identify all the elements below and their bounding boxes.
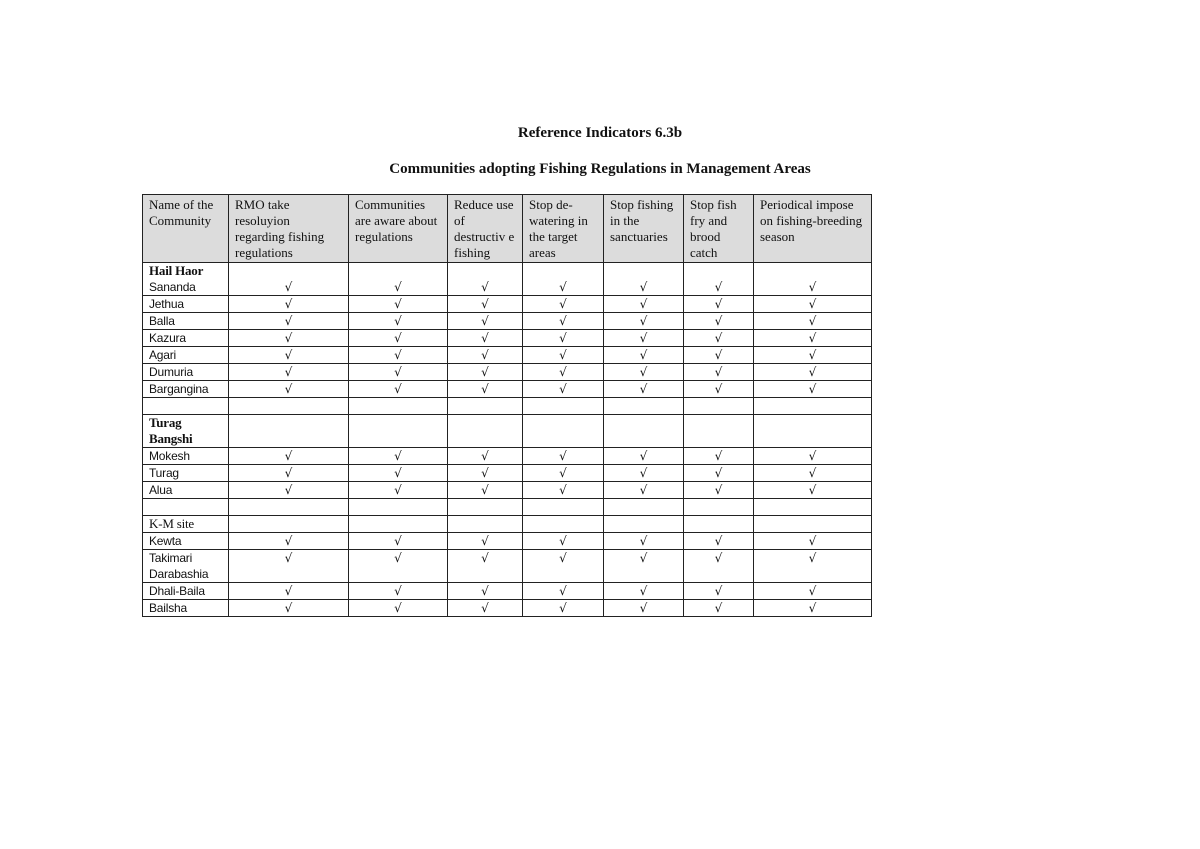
check-cell: √ <box>448 296 523 313</box>
empty-cell <box>684 415 754 448</box>
check-cell: √ <box>349 263 448 296</box>
check-cell: √ <box>754 347 872 364</box>
check-cell: √ <box>604 330 684 347</box>
empty-cell <box>349 516 448 533</box>
community-name: Jethua <box>143 296 229 313</box>
check-cell: √ <box>229 533 349 550</box>
empty-cell <box>229 499 349 516</box>
check-cell: √ <box>604 600 684 617</box>
empty-cell <box>523 398 604 415</box>
check-cell: √ <box>684 533 754 550</box>
community-name: Kewta <box>143 533 229 550</box>
community-name: Dumuria <box>143 364 229 381</box>
check-cell: √ <box>604 583 684 600</box>
table-row <box>143 583 872 600</box>
check-cell: √ <box>684 600 754 617</box>
check-cell: √ <box>754 482 872 499</box>
section-label: Hail Haor <box>149 263 204 278</box>
community-name: Sananda <box>149 280 196 294</box>
table-header-row <box>143 195 872 263</box>
check-cell: √ <box>684 583 754 600</box>
check-cell: √ <box>523 533 604 550</box>
check-cell: √ <box>684 330 754 347</box>
check-cell: √ <box>448 600 523 617</box>
check-cell: √ <box>754 465 872 482</box>
empty-cell <box>229 415 349 448</box>
community-name: Mokesh <box>143 448 229 465</box>
section-label: K-M site <box>149 516 194 531</box>
check-cell: √ <box>523 263 604 296</box>
check-cell: √ <box>448 381 523 398</box>
table-row <box>143 330 872 347</box>
section-name <box>143 415 229 448</box>
check-cell: √ <box>604 482 684 499</box>
table-row <box>143 296 872 313</box>
header-stop-fishing-sanctuaries: Stop fishing in the sanctuaries <box>604 195 684 263</box>
empty-cell <box>448 415 523 448</box>
check-cell: √ <box>684 448 754 465</box>
check-cell: √ <box>604 347 684 364</box>
empty-cell <box>229 398 349 415</box>
section-label: Turag Bangshi <box>149 415 193 446</box>
check-cell: √ <box>604 465 684 482</box>
check-cell: √ <box>604 296 684 313</box>
check-cell: √ <box>754 583 872 600</box>
check-cell: √ <box>684 347 754 364</box>
check-cell: √ <box>604 448 684 465</box>
table-row <box>143 550 872 583</box>
empty-cell <box>349 398 448 415</box>
table-row <box>143 381 872 398</box>
community-name: Turag <box>143 465 229 482</box>
check-cell: √ <box>684 465 754 482</box>
check-cell: √ <box>604 263 684 296</box>
check-cell: √ <box>349 448 448 465</box>
spacer-row <box>143 398 872 415</box>
empty-cell <box>754 516 872 533</box>
check-cell: √ <box>523 465 604 482</box>
check-cell: √ <box>684 381 754 398</box>
header-communities-aware: Communities are aware about regulations <box>349 195 448 263</box>
empty-cell <box>523 516 604 533</box>
check-cell: √ <box>523 482 604 499</box>
check-cell: √ <box>523 381 604 398</box>
check-cell: √ <box>523 600 604 617</box>
table-row <box>143 533 872 550</box>
empty-cell <box>143 499 229 516</box>
empty-cell <box>349 499 448 516</box>
empty-cell <box>604 499 684 516</box>
header-periodical-impose: Periodical impose on fishing-breeding season <box>754 195 872 263</box>
section-row <box>143 516 872 533</box>
check-cell: √ <box>684 296 754 313</box>
check-cell: √ <box>448 482 523 499</box>
check-cell: √ <box>229 364 349 381</box>
check-cell: √ <box>229 600 349 617</box>
check-cell: √ <box>349 330 448 347</box>
community-name: Balla <box>143 313 229 330</box>
check-cell: √ <box>754 550 872 583</box>
empty-cell <box>523 415 604 448</box>
section-row <box>143 263 872 296</box>
table-row <box>143 347 872 364</box>
table-body <box>143 263 872 617</box>
header-stop-dewatering: Stop de-watering in the target areas <box>523 195 604 263</box>
table-row <box>143 313 872 330</box>
check-cell: √ <box>448 313 523 330</box>
table-row <box>143 600 872 617</box>
check-cell: √ <box>684 313 754 330</box>
community-name: Takimari Darabashia <box>143 550 229 583</box>
check-cell: √ <box>229 263 349 296</box>
check-cell: √ <box>229 583 349 600</box>
table-row <box>143 364 872 381</box>
check-cell: √ <box>754 364 872 381</box>
check-cell: √ <box>349 533 448 550</box>
empty-cell <box>684 398 754 415</box>
indicators-table <box>142 194 872 617</box>
empty-cell <box>448 499 523 516</box>
header-stop-fry-catch: Stop fish fry and brood catch <box>684 195 754 263</box>
check-cell: √ <box>448 533 523 550</box>
community-name: Agari <box>143 347 229 364</box>
check-cell: √ <box>229 381 349 398</box>
empty-cell <box>684 516 754 533</box>
check-cell: √ <box>448 465 523 482</box>
check-cell: √ <box>229 482 349 499</box>
check-cell: √ <box>349 313 448 330</box>
check-cell: √ <box>229 347 349 364</box>
check-cell: √ <box>523 448 604 465</box>
check-cell: √ <box>349 550 448 583</box>
check-cell: √ <box>229 448 349 465</box>
check-cell: √ <box>349 296 448 313</box>
check-cell: √ <box>229 550 349 583</box>
check-cell: √ <box>349 381 448 398</box>
empty-cell <box>448 398 523 415</box>
check-cell: √ <box>349 482 448 499</box>
empty-cell <box>684 499 754 516</box>
empty-cell <box>754 398 872 415</box>
spacer-row <box>143 499 872 516</box>
check-cell: √ <box>523 313 604 330</box>
section-name <box>143 263 229 296</box>
check-cell: √ <box>754 296 872 313</box>
table-row <box>143 482 872 499</box>
check-cell: √ <box>229 330 349 347</box>
check-cell: √ <box>448 583 523 600</box>
check-cell: √ <box>684 364 754 381</box>
empty-cell <box>523 499 604 516</box>
check-cell: √ <box>349 583 448 600</box>
community-name: Bailsha <box>143 600 229 617</box>
section-name <box>143 516 229 533</box>
empty-cell <box>604 398 684 415</box>
community-name: Dhali-Baila <box>143 583 229 600</box>
table-row <box>143 465 872 482</box>
check-cell: √ <box>448 448 523 465</box>
check-cell: √ <box>754 600 872 617</box>
check-cell: √ <box>684 550 754 583</box>
page-title: Reference Indicators 6.3b <box>517 125 683 141</box>
check-cell: √ <box>523 550 604 583</box>
header-reduce-destructive: Reduce use of destructiv e fishing <box>448 195 523 263</box>
empty-cell <box>143 398 229 415</box>
empty-cell <box>229 516 349 533</box>
section-row <box>143 415 872 448</box>
check-cell: √ <box>523 347 604 364</box>
table-row <box>143 448 872 465</box>
check-cell: √ <box>448 347 523 364</box>
check-cell: √ <box>448 263 523 296</box>
check-cell: √ <box>448 364 523 381</box>
check-cell: √ <box>754 313 872 330</box>
community-name: Alua <box>143 482 229 499</box>
check-cell: √ <box>229 296 349 313</box>
check-cell: √ <box>754 381 872 398</box>
header-rmo-resolution: RMO take resoluyion regarding fishing regulations <box>229 195 349 263</box>
check-cell: √ <box>448 330 523 347</box>
check-cell: √ <box>349 347 448 364</box>
check-cell: √ <box>684 263 754 296</box>
empty-cell <box>604 415 684 448</box>
empty-cell <box>448 516 523 533</box>
check-cell: √ <box>684 482 754 499</box>
empty-cell <box>754 499 872 516</box>
check-cell: √ <box>523 330 604 347</box>
check-cell: √ <box>523 296 604 313</box>
check-cell: √ <box>229 313 349 330</box>
check-cell: √ <box>229 465 349 482</box>
community-name: Bargangina <box>143 381 229 398</box>
check-cell: √ <box>349 600 448 617</box>
check-cell: √ <box>349 465 448 482</box>
check-cell: √ <box>523 364 604 381</box>
table-caption: Communities adopting Fishing Regulations in Management Areas <box>389 161 811 177</box>
check-cell: √ <box>448 550 523 583</box>
check-cell: √ <box>754 533 872 550</box>
check-cell: √ <box>604 313 684 330</box>
check-cell: √ <box>604 381 684 398</box>
check-cell: √ <box>754 330 872 347</box>
check-cell: √ <box>754 263 872 296</box>
community-name: Kazura <box>143 330 229 347</box>
empty-cell <box>349 415 448 448</box>
empty-cell <box>754 415 872 448</box>
header-community: Name of the Community <box>143 195 229 263</box>
check-cell: √ <box>604 533 684 550</box>
empty-cell <box>604 516 684 533</box>
check-cell: √ <box>523 583 604 600</box>
check-cell: √ <box>604 364 684 381</box>
check-cell: √ <box>604 550 684 583</box>
check-cell: √ <box>754 448 872 465</box>
check-cell: √ <box>349 364 448 381</box>
